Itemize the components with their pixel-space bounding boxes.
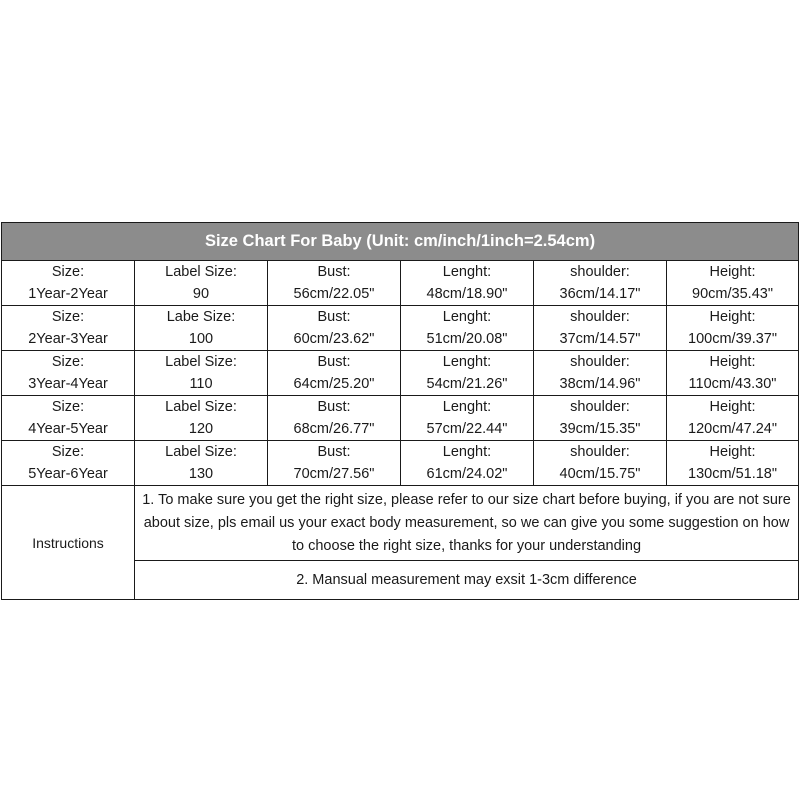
- height-value: 110cm/43.30": [688, 376, 777, 392]
- length-cell: [401, 396, 534, 441]
- size-label: Size:: [51, 309, 85, 325]
- bust-label: Bust:: [317, 444, 351, 460]
- height-cell: [667, 396, 799, 441]
- size-row: [2, 396, 799, 441]
- label-size-label: Labe Size:: [166, 309, 236, 325]
- length-label: Lenght:: [442, 264, 492, 280]
- size-row: [2, 441, 799, 486]
- length-value: 48cm/18.90": [426, 286, 508, 302]
- label-size-value: 90: [192, 286, 210, 302]
- shoulder-value: 38cm/14.96": [559, 376, 641, 392]
- shoulder-value: 39cm/15.35": [559, 421, 641, 437]
- size-label: Size:: [51, 264, 85, 280]
- size-row: [2, 351, 799, 396]
- height-value: 130cm/51.18": [688, 466, 777, 482]
- size-value: 5Year-6Year: [28, 466, 108, 482]
- size-cell: [2, 351, 135, 396]
- height-value: 100cm/39.37": [688, 331, 777, 347]
- instructions-label: Instructions: [2, 486, 135, 600]
- label-size-value: 110: [189, 376, 213, 392]
- length-label: Lenght:: [442, 354, 492, 370]
- size-value: 3Year-4Year: [28, 376, 108, 392]
- shoulder-label: shoulder:: [570, 309, 630, 325]
- shoulder-value: 36cm/14.17": [559, 286, 641, 302]
- length-cell: [401, 351, 534, 396]
- length-value: 61cm/24.02": [426, 466, 508, 482]
- label-size-value: 100: [188, 331, 214, 347]
- instruction-note-2: 2. Mansual measurement may exsit 1-3cm difference: [135, 561, 799, 600]
- shoulder-value: 37cm/14.57": [559, 331, 641, 347]
- length-cell: [401, 261, 534, 306]
- bust-cell: [268, 351, 401, 396]
- size-cell: [2, 261, 135, 306]
- shoulder-label: shoulder:: [570, 264, 630, 280]
- bust-value: 70cm/27.56": [293, 466, 375, 482]
- shoulder-cell: [534, 351, 667, 396]
- bust-label: Bust:: [317, 399, 351, 415]
- length-label: Lenght:: [442, 444, 492, 460]
- label-size-label: Label Size:: [165, 354, 237, 370]
- shoulder-cell: [534, 261, 667, 306]
- label-size-cell: [135, 306, 268, 351]
- height-label: Height:: [709, 444, 756, 460]
- bust-cell: [268, 396, 401, 441]
- shoulder-cell: [534, 441, 667, 486]
- size-cell: [2, 441, 135, 486]
- label-size-label: Label Size:: [165, 399, 237, 415]
- height-value: 120cm/47.24": [688, 421, 777, 437]
- bust-value: 56cm/22.05": [293, 286, 375, 302]
- height-cell: [667, 351, 799, 396]
- shoulder-cell: [534, 306, 667, 351]
- size-row: [2, 306, 799, 351]
- bust-value: 64cm/25.20": [293, 376, 375, 392]
- length-label: Lenght:: [442, 309, 492, 325]
- shoulder-value: 40cm/15.75": [559, 466, 641, 482]
- bust-label: Bust:: [317, 354, 351, 370]
- label-size-cell: [135, 261, 268, 306]
- bust-value: 68cm/26.77": [293, 421, 375, 437]
- height-value: 90cm/35.43": [692, 286, 773, 302]
- length-cell: [401, 441, 534, 486]
- shoulder-label: shoulder:: [570, 399, 630, 415]
- height-label: Height:: [709, 264, 756, 280]
- bust-label: Bust:: [317, 309, 351, 325]
- size-value: 2Year-3Year: [28, 331, 108, 347]
- label-size-cell: [135, 396, 268, 441]
- size-row: [2, 261, 799, 306]
- bust-cell: [268, 306, 401, 351]
- shoulder-label: shoulder:: [570, 444, 630, 460]
- instructions-row: [2, 486, 799, 561]
- label-size-label: Label Size:: [165, 444, 237, 460]
- length-cell: [401, 306, 534, 351]
- bust-label: Bust:: [317, 264, 351, 280]
- shoulder-label: shoulder:: [570, 354, 630, 370]
- label-size-cell: [135, 351, 268, 396]
- shoulder-cell: [534, 396, 667, 441]
- bust-value: 60cm/23.62": [293, 331, 375, 347]
- label-size-value: 120: [188, 421, 214, 437]
- bust-cell: [268, 261, 401, 306]
- length-label: Lenght:: [442, 399, 492, 415]
- height-cell: [667, 441, 799, 486]
- height-label: Height:: [709, 354, 756, 370]
- label-size-value: 130: [188, 466, 214, 482]
- size-cell: [2, 306, 135, 351]
- height-cell: [667, 306, 799, 351]
- length-value: 57cm/22.44": [426, 421, 508, 437]
- label-size-cell: [135, 441, 268, 486]
- height-label: Height:: [709, 309, 756, 325]
- chart-title: Size Chart For Baby (Unit: cm/inch/1inch=2.54cm): [2, 223, 799, 261]
- size-value: 4Year-5Year: [28, 421, 108, 437]
- height-label: Height:: [709, 399, 756, 415]
- length-value: 51cm/20.08": [426, 331, 508, 347]
- size-chart-table: [1, 222, 799, 600]
- height-cell: [667, 261, 799, 306]
- title-row: [2, 223, 799, 261]
- size-label: Size:: [51, 354, 85, 370]
- size-label: Size:: [51, 444, 85, 460]
- size-cell: [2, 396, 135, 441]
- size-label: Size:: [51, 399, 85, 415]
- label-size-label: Label Size:: [165, 264, 237, 280]
- size-value: 1Year-2Year: [28, 286, 108, 302]
- length-value: 54cm/21.26": [426, 376, 508, 392]
- bust-cell: [268, 441, 401, 486]
- instruction-note-1: 1. To make sure you get the right size, please refer to our size chart before buying, if you are not sure about size, pls email us your exact body measurement, so we can give you some suggestion on how to choose the right size, thanks for your understanding: [135, 486, 799, 561]
